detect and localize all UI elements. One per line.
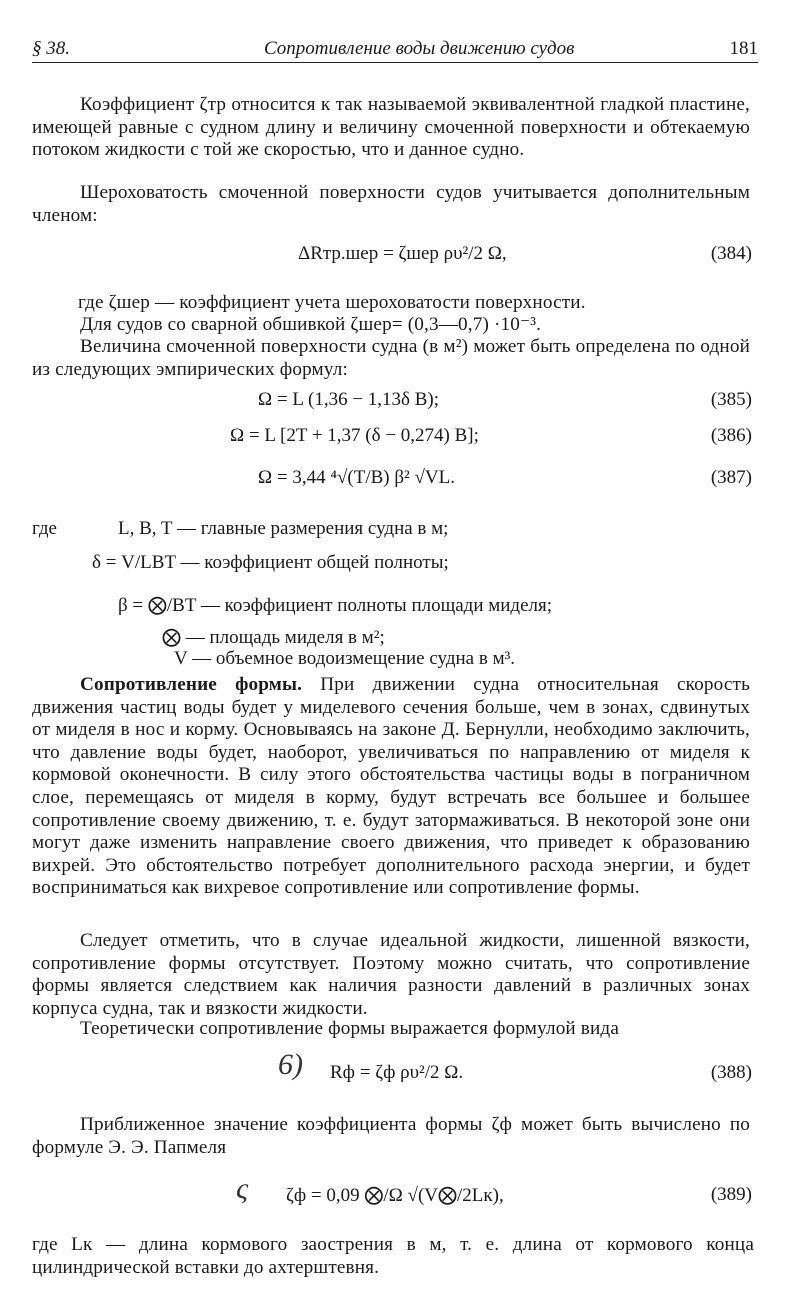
definition-block-coefficient: δ = V/LBT — коэффициент общей полноты; [92, 552, 449, 573]
equation-389: ζф = 0,09 ⨂/Ω √(V⨂/2Lк), [286, 1185, 504, 1206]
equation-388-number: (388) [710, 1062, 752, 1083]
section-number: § 38. [32, 38, 70, 59]
where-shch-definition: где ζшер — коэффициент учета шероховатости поверхности. [78, 292, 586, 313]
form-resistance-text: При движении судна относительная скорость движения частиц воды будет у миделевого сечения больше, чем в зонах, сдвинутых от миделя в нос и корму. Основываясь на законе Д. Бернулли, необходимо заключить, что давление воды будет, наоборот, увеличиваться по направлению от миделя к кормовой оконечности. В силу этого обстоятельства частицы воды в пограничном слое, перемещаясь от миделя в корму, будут встречать все большее и большее сопротивление своему движению, т. е. будут затормаживаться. В некоторой зоне они могут даже изменить направление своего движения, что приведет к образованию вихрей. Это обстоятельство потребует дополнительного расхода энергии, и будет восприниматься как вихревое сопротивление или сопротивление формы. [32, 674, 750, 899]
equation-386-number: (386) [710, 425, 752, 446]
running-title: Сопротивление воды движению судов [264, 38, 575, 59]
paragraph-6: Следует отметить, что в случае идеальной жидкости, лишенной вязкости, сопротивление формы отсутствует. Поэтому можно считать, что сопротивление формы является следствием как наличия разности давлений в различных зонах корпуса судна, так и вязкости жидкости. [32, 930, 750, 1019]
equation-387: Ω = 3,44 ⁴√(T/B) β² √VL. [258, 467, 455, 488]
paragraph-1: Коэффициент ζтр относится к так называемой эквивалентной гладкой пластине, имеющей равные с судном длину и величину смоченной поверхности и обтекаемую потоком жидкости с той же скоростью, что и данное судно. [32, 94, 750, 161]
equation-385-number: (385) [710, 389, 752, 410]
paragraph-form-resistance [32, 674, 750, 900]
form-resistance-heading: Сопротивление формы. [80, 674, 303, 695]
where-lk-definition: где Lк — длина кормового заострения в м, т. е. длина от кормового конца цилиндрической вставки до ахтерштевня. [32, 1234, 754, 1278]
paragraph-7: Теоретически сопротивление формы выражается формулой вида [80, 1018, 620, 1039]
paragraph-4: Величина смоченной поверхности судна (в м²) может быть определена по одной из следующих эмпирических формул: [32, 336, 750, 380]
definition-midship-coefficient: β = ⨂/BT — коэффициент полноты площади миделя; [118, 595, 553, 616]
header-rule [32, 62, 758, 63]
equation-384-number: (384) [710, 243, 752, 264]
where-label: где [32, 518, 57, 539]
pencil-mark-389: ς [236, 1172, 249, 1205]
equation-387-number: (387) [710, 467, 752, 488]
equation-386: Ω = L [2T + 1,37 (δ − 0,274) B]; [230, 425, 479, 446]
pencil-mark-388: 6) [278, 1048, 303, 1081]
paragraph-3: Для судов со сварной обшивкой ζшер= (0,3—0,7) ·10⁻³. [80, 314, 542, 335]
definition-displacement: V — объемное водоизмещение судна в м³. [174, 648, 516, 669]
running-header [32, 38, 758, 64]
definition-dimensions: L, B, T — главные размерения судна в м; [118, 518, 449, 539]
equation-389-number: (389) [710, 1184, 752, 1205]
equation-388: Rф = ζф ρυ²/2 Ω. [330, 1062, 464, 1083]
paragraph-2: Шероховатость смоченной поверхности судов учитывается дополнительным членом: [32, 182, 750, 226]
paragraph-8: Приближенное значение коэффициента формы ζф может быть вычислено по формуле Э. Э. Папмеля [32, 1114, 750, 1158]
definition-midship-area: ⨂ — площадь миделя в м²; [162, 627, 385, 648]
page-number: 181 [729, 38, 758, 59]
equation-384: ΔRтр.шер = ζшер ρυ²/2 Ω, [298, 243, 507, 264]
equation-385: Ω = L (1,36 − 1,13δ B); [258, 389, 440, 410]
